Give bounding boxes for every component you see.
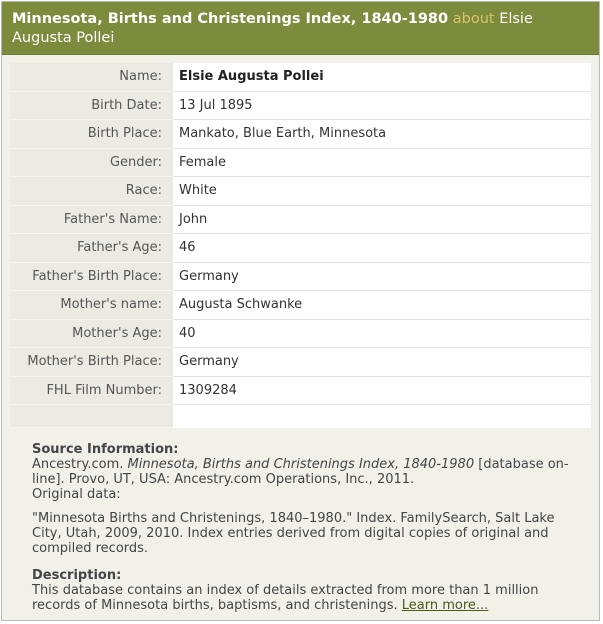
field-value: Female bbox=[173, 148, 591, 177]
field-row-name bbox=[10, 63, 591, 91]
field-label: Mother's Age: bbox=[10, 319, 173, 348]
field-row-spacer bbox=[10, 405, 591, 428]
record-panel bbox=[1, 1, 600, 621]
field-label: FHL Film Number: bbox=[10, 376, 173, 405]
original-data-label: Original data: bbox=[32, 487, 121, 502]
fields-table bbox=[10, 63, 591, 428]
collection-title: Minnesota, Births and Christenings Index, 1840-1980 bbox=[12, 11, 449, 27]
spacing bbox=[32, 502, 575, 511]
field-row-mother-name bbox=[10, 291, 591, 320]
field-row-father-name bbox=[10, 205, 591, 234]
field-label: Mother's Birth Place: bbox=[10, 348, 173, 377]
field-row-mother-birth-place bbox=[10, 348, 591, 377]
source-heading: Source Information: bbox=[32, 442, 179, 457]
field-label: Father's Age: bbox=[10, 234, 173, 263]
field-value: 46 bbox=[173, 234, 591, 263]
person-name: Elsie Augusta Pollei bbox=[12, 11, 533, 46]
field-label: Father's Birth Place: bbox=[10, 262, 173, 291]
spacer-value bbox=[173, 405, 591, 428]
record-fields bbox=[10, 63, 591, 428]
field-value: Elsie Augusta Pollei bbox=[173, 63, 591, 91]
description-body: This database contains an index of details extracted from more than 1 million records of Minnesota births, baptisms, and christenings. bbox=[32, 583, 539, 613]
record-header bbox=[2, 2, 599, 55]
citation-suffix: [database on-line]. Provo, UT, USA: Ancestry.com Operations, Inc., 2011. bbox=[32, 457, 569, 487]
field-row-fhl-film-number bbox=[10, 376, 591, 405]
field-label: Gender: bbox=[10, 148, 173, 177]
field-value: White bbox=[173, 177, 591, 206]
field-label: Name: bbox=[10, 63, 173, 91]
citation-title: Minnesota, Births and Christenings Index, 1840-1980 bbox=[127, 457, 475, 472]
spacer-label bbox=[10, 405, 173, 428]
field-value: 40 bbox=[173, 319, 591, 348]
field-label: Race: bbox=[10, 177, 173, 206]
field-value: Germany bbox=[173, 348, 591, 377]
description-heading: Description: bbox=[32, 568, 122, 583]
field-label: Mother's name: bbox=[10, 291, 173, 320]
field-row-father-birth-place bbox=[10, 262, 591, 291]
field-value: Germany bbox=[173, 262, 591, 291]
field-row-mother-age bbox=[10, 319, 591, 348]
field-value: 1309284 bbox=[173, 376, 591, 405]
field-row-race bbox=[10, 177, 591, 206]
field-row-father-age bbox=[10, 234, 591, 263]
learn-more-link[interactable]: Learn more... bbox=[401, 598, 489, 613]
spacing bbox=[32, 556, 575, 568]
field-row-birth-date bbox=[10, 91, 591, 120]
source-citation bbox=[32, 457, 575, 487]
about-word: about bbox=[452, 11, 495, 27]
field-value: Mankato, Blue Earth, Minnesota bbox=[173, 120, 591, 149]
field-value: John bbox=[173, 205, 591, 234]
field-row-birth-place bbox=[10, 120, 591, 149]
original-data-text: "Minnesota Births and Christenings, 1840–1980." Index. FamilySearch, Salt Lake City, Utah, 2009, 2010. Index entries derived from digital copies of original and compiled records. bbox=[32, 511, 555, 556]
field-value: 13 Jul 1895 bbox=[173, 91, 591, 120]
field-value: Augusta Schwanke bbox=[173, 291, 591, 320]
field-label: Birth Date: bbox=[10, 91, 173, 120]
field-row-gender bbox=[10, 148, 591, 177]
description-text bbox=[32, 583, 575, 613]
source-section bbox=[2, 428, 599, 613]
field-label: Father's Name: bbox=[10, 205, 173, 234]
citation-prefix: Ancestry.com. bbox=[32, 457, 128, 472]
field-label: Birth Place: bbox=[10, 120, 173, 149]
